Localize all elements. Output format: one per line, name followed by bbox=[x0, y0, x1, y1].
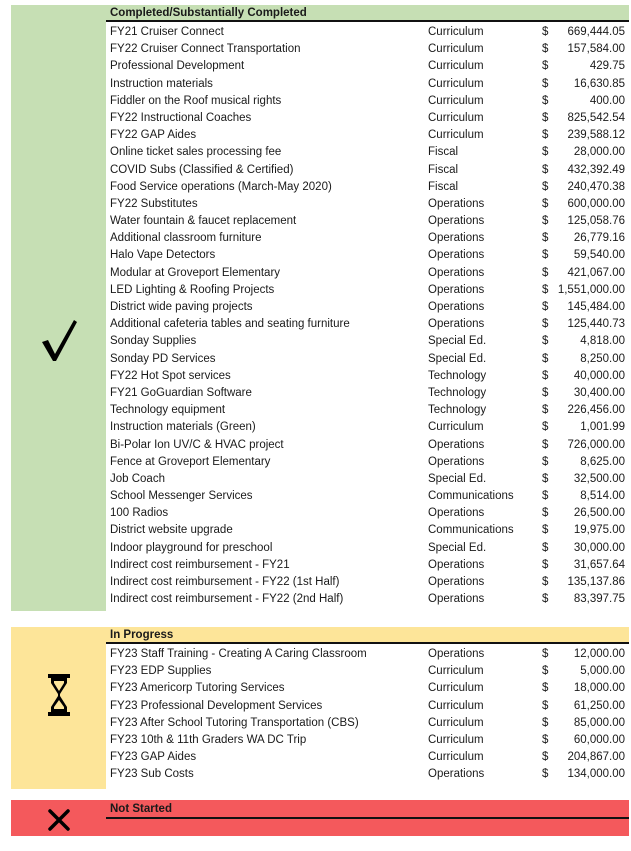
currency-symbol: $ bbox=[542, 507, 549, 520]
item-category: Special Ed. bbox=[428, 335, 487, 348]
item-name: Bi-Polar Ion UV/C & HVAC project bbox=[110, 438, 284, 451]
item-name: LED Lighting & Roofing Projects bbox=[110, 283, 275, 296]
currency-symbol: $ bbox=[542, 541, 549, 554]
table-row bbox=[106, 110, 629, 127]
currency-symbol: $ bbox=[542, 232, 549, 245]
item-category: Technology bbox=[428, 386, 487, 399]
currency-symbol: $ bbox=[542, 768, 549, 781]
table-row bbox=[106, 179, 629, 196]
item-amount: 239,588.12 bbox=[567, 129, 625, 142]
item-name: FY23 Sub Costs bbox=[110, 768, 194, 781]
table-row bbox=[106, 522, 629, 539]
hourglass-icon bbox=[11, 665, 106, 725]
currency-symbol: $ bbox=[542, 455, 549, 468]
item-category: Fiscal bbox=[428, 180, 459, 193]
item-name: Professional Development bbox=[110, 60, 245, 73]
item-name: Food Service operations (March-May 2020) bbox=[110, 180, 332, 193]
table-row bbox=[106, 663, 629, 680]
item-name: FY23 After School Tutoring Transportation (CBS) bbox=[110, 716, 359, 729]
completed-section bbox=[11, 5, 629, 611]
item-category: Communications bbox=[428, 524, 514, 537]
in-progress-header: In Progress bbox=[106, 627, 629, 644]
item-category: Operations bbox=[428, 249, 485, 262]
table-row bbox=[106, 488, 629, 505]
table-row bbox=[106, 24, 629, 41]
item-category: Operations bbox=[428, 283, 485, 296]
table-row bbox=[106, 127, 629, 144]
table-row bbox=[106, 93, 629, 110]
table-row bbox=[106, 282, 629, 299]
currency-symbol: $ bbox=[542, 111, 549, 124]
completed-status-column bbox=[11, 5, 106, 611]
item-amount: 1,001.99 bbox=[580, 421, 625, 434]
item-category: Fiscal bbox=[428, 146, 459, 159]
currency-symbol: $ bbox=[542, 369, 549, 382]
item-amount: 429.75 bbox=[589, 60, 625, 73]
item-amount: 8,250.00 bbox=[580, 352, 625, 365]
item-category: Operations bbox=[428, 455, 485, 468]
currency-symbol: $ bbox=[542, 576, 549, 588]
item-category: Curriculum bbox=[428, 733, 484, 746]
item-amount: 825,542.54 bbox=[567, 111, 625, 124]
item-category: Special Ed. bbox=[428, 352, 487, 365]
currency-symbol: $ bbox=[542, 558, 549, 571]
item-category: Operations bbox=[428, 197, 485, 210]
item-name: Instruction materials bbox=[110, 77, 213, 90]
table-row bbox=[106, 402, 629, 419]
table-row bbox=[106, 732, 629, 749]
table-row bbox=[106, 351, 629, 368]
item-name: FY22 Hot Spot services bbox=[110, 369, 231, 382]
table-row bbox=[106, 574, 629, 591]
item-category: Special Ed. bbox=[428, 472, 487, 485]
item-amount: 432,392.49 bbox=[567, 163, 625, 176]
not-started-header: Not Started bbox=[106, 800, 629, 819]
currency-symbol: $ bbox=[542, 733, 549, 746]
currency-symbol: $ bbox=[542, 386, 549, 399]
item-amount: 26,500.00 bbox=[573, 507, 625, 520]
table-row bbox=[106, 247, 629, 264]
currency-symbol: $ bbox=[542, 146, 549, 159]
item-category: Curriculum bbox=[428, 751, 484, 764]
item-amount: 600,000.00 bbox=[567, 197, 625, 210]
item-category: Operations bbox=[428, 318, 485, 331]
currency-symbol: $ bbox=[542, 490, 549, 503]
currency-symbol: $ bbox=[542, 404, 549, 417]
table-row bbox=[106, 437, 629, 454]
item-amount: 26,779.16 bbox=[573, 232, 625, 245]
in-progress-rows bbox=[106, 646, 629, 784]
currency-symbol: $ bbox=[542, 180, 549, 193]
item-name: Online ticket sales processing fee bbox=[110, 146, 282, 159]
currency-symbol: $ bbox=[542, 438, 549, 451]
currency-symbol: $ bbox=[542, 682, 549, 695]
item-amount: 421,067.00 bbox=[567, 266, 625, 279]
item-amount: 204,867.00 bbox=[567, 751, 625, 764]
item-amount: 18,000.00 bbox=[573, 682, 625, 695]
item-category: Operations bbox=[428, 507, 485, 520]
item-amount: 125,058.76 bbox=[567, 215, 625, 228]
item-amount: 19,975.00 bbox=[573, 524, 625, 537]
checkmark-icon bbox=[11, 305, 106, 375]
table-row bbox=[106, 591, 629, 608]
table-row bbox=[106, 646, 629, 663]
currency-symbol: $ bbox=[542, 593, 549, 606]
table-row bbox=[106, 557, 629, 574]
item-category: Fiscal bbox=[428, 163, 459, 176]
item-amount: 669,444.05 bbox=[567, 26, 625, 38]
item-category: Operations bbox=[428, 232, 485, 245]
table-row bbox=[106, 41, 629, 58]
item-category: Curriculum bbox=[428, 43, 484, 56]
currency-symbol: $ bbox=[542, 665, 549, 678]
table-row bbox=[106, 385, 629, 402]
item-name: Fence at Groveport Elementary bbox=[110, 455, 271, 468]
item-category: Technology bbox=[428, 404, 487, 417]
currency-symbol: $ bbox=[542, 26, 549, 38]
item-amount: 31,657.64 bbox=[573, 558, 625, 571]
item-name: Halo Vape Detectors bbox=[110, 249, 216, 262]
not-started-body bbox=[106, 819, 629, 836]
currency-symbol: $ bbox=[542, 94, 549, 107]
item-name: Indirect cost reimbursement - FY22 (2nd Half) bbox=[110, 593, 344, 606]
table-row bbox=[106, 680, 629, 697]
item-name: Instruction materials (Green) bbox=[110, 421, 256, 434]
currency-symbol: $ bbox=[542, 129, 549, 142]
in-progress-status-column bbox=[11, 627, 106, 789]
currency-symbol: $ bbox=[542, 301, 549, 313]
item-name: Modular at Groveport Elementary bbox=[110, 266, 281, 279]
currency-symbol: $ bbox=[542, 648, 549, 660]
item-amount: 30,400.00 bbox=[573, 386, 625, 399]
table-row bbox=[106, 162, 629, 179]
table-row bbox=[106, 265, 629, 282]
item-name: FY21 GoGuardian Software bbox=[110, 386, 252, 399]
table-row bbox=[106, 471, 629, 488]
table-row bbox=[106, 505, 629, 522]
currency-symbol: $ bbox=[542, 60, 549, 73]
item-name: Sonday PD Services bbox=[110, 352, 216, 365]
currency-symbol: $ bbox=[542, 524, 549, 537]
currency-symbol: $ bbox=[542, 43, 549, 56]
currency-symbol: $ bbox=[542, 249, 549, 262]
item-amount: 400.00 bbox=[589, 94, 625, 107]
table-row bbox=[106, 316, 629, 333]
currency-symbol: $ bbox=[542, 352, 549, 365]
item-amount: 60,000.00 bbox=[573, 733, 625, 746]
item-category: Operations bbox=[428, 558, 485, 571]
item-category: Curriculum bbox=[428, 77, 484, 90]
currency-symbol: $ bbox=[542, 215, 549, 228]
item-amount: 240,470.38 bbox=[567, 180, 625, 193]
item-category: Curriculum bbox=[428, 716, 484, 729]
item-name: FY22 Substitutes bbox=[110, 197, 198, 210]
currency-symbol: $ bbox=[542, 699, 549, 712]
x-mark-icon bbox=[11, 804, 106, 836]
item-amount: 16,630.85 bbox=[573, 77, 625, 90]
item-name: FY23 EDP Supplies bbox=[110, 665, 212, 678]
item-amount: 5,000.00 bbox=[580, 665, 625, 678]
currency-symbol: $ bbox=[542, 266, 549, 279]
item-amount: 1,551,000.00 bbox=[557, 283, 625, 296]
currency-symbol: $ bbox=[542, 751, 549, 764]
table-row bbox=[106, 368, 629, 385]
currency-symbol: $ bbox=[542, 77, 549, 90]
not-started-status-column bbox=[11, 800, 106, 836]
item-name: District website upgrade bbox=[110, 524, 233, 537]
item-name: Additional classroom furniture bbox=[110, 232, 262, 245]
item-amount: 8,514.00 bbox=[580, 490, 625, 503]
table-row bbox=[106, 333, 629, 350]
item-category: Curriculum bbox=[428, 129, 484, 142]
item-category: Curriculum bbox=[428, 682, 484, 695]
table-row bbox=[106, 58, 629, 75]
item-name: FY22 Cruiser Connect Transportation bbox=[110, 43, 301, 56]
item-category: Operations bbox=[428, 593, 485, 606]
table-row bbox=[106, 715, 629, 732]
currency-symbol: $ bbox=[542, 472, 549, 485]
item-category: Operations bbox=[428, 768, 485, 781]
table-row bbox=[106, 540, 629, 557]
item-amount: 40,000.00 bbox=[573, 369, 625, 382]
item-amount: 4,818.00 bbox=[580, 335, 625, 348]
item-name: Indirect cost reimbursement - FY22 (1st Half) bbox=[110, 576, 340, 588]
completed-rows bbox=[106, 24, 629, 608]
item-name: Fiddler on the Roof musical rights bbox=[110, 94, 282, 107]
item-name: FY23 GAP Aides bbox=[110, 751, 197, 764]
item-name: Indoor playground for preschool bbox=[110, 541, 273, 554]
item-name: COVID Subs (Classified & Certified) bbox=[110, 163, 294, 176]
item-amount: 125,440.73 bbox=[567, 318, 625, 331]
table-row bbox=[106, 213, 629, 230]
item-name: School Messenger Services bbox=[110, 490, 253, 503]
item-amount: 83,397.75 bbox=[573, 593, 625, 606]
item-name: Technology equipment bbox=[110, 404, 226, 417]
item-name: FY22 GAP Aides bbox=[110, 129, 197, 142]
item-amount: 145,484.00 bbox=[567, 301, 625, 313]
item-amount: 157,584.00 bbox=[567, 43, 625, 56]
item-amount: 226,456.00 bbox=[567, 404, 625, 417]
item-amount: 85,000.00 bbox=[573, 716, 625, 729]
item-category: Operations bbox=[428, 215, 485, 228]
item-name: FY23 Americorp Tutoring Services bbox=[110, 682, 285, 695]
item-name: FY21 Cruiser Connect bbox=[110, 26, 224, 38]
item-category: Operations bbox=[428, 576, 485, 588]
currency-symbol: $ bbox=[542, 163, 549, 176]
item-category: Technology bbox=[428, 369, 487, 382]
item-name: District wide paving projects bbox=[110, 301, 253, 313]
item-name: Indirect cost reimbursement - FY21 bbox=[110, 558, 290, 571]
table-row bbox=[106, 76, 629, 93]
item-category: Curriculum bbox=[428, 665, 484, 678]
item-amount: 28,000.00 bbox=[573, 146, 625, 159]
table-row bbox=[106, 749, 629, 766]
table-row bbox=[106, 419, 629, 436]
item-name: Job Coach bbox=[110, 472, 165, 485]
item-name: Sonday Supplies bbox=[110, 335, 197, 348]
item-category: Operations bbox=[428, 266, 485, 279]
currency-symbol: $ bbox=[542, 716, 549, 729]
item-category: Curriculum bbox=[428, 699, 484, 712]
item-category: Curriculum bbox=[428, 26, 484, 38]
item-amount: 32,500.00 bbox=[573, 472, 625, 485]
table-row bbox=[106, 144, 629, 161]
item-amount: 726,000.00 bbox=[567, 438, 625, 451]
table-row bbox=[106, 230, 629, 247]
item-amount: 59,540.00 bbox=[573, 249, 625, 262]
currency-symbol: $ bbox=[542, 318, 549, 331]
table-row bbox=[106, 698, 629, 715]
table-row bbox=[106, 196, 629, 213]
item-category: Special Ed. bbox=[428, 541, 487, 554]
item-category: Curriculum bbox=[428, 111, 484, 124]
table-row bbox=[106, 299, 629, 316]
item-name: Water fountain & faucet replacement bbox=[110, 215, 297, 228]
item-amount: 8,625.00 bbox=[580, 455, 625, 468]
item-amount: 30,000.00 bbox=[573, 541, 625, 554]
currency-symbol: $ bbox=[542, 421, 549, 434]
currency-symbol: $ bbox=[542, 283, 549, 296]
item-category: Curriculum bbox=[428, 94, 484, 107]
not-started-section bbox=[11, 800, 629, 836]
item-name: FY22 Instructional Coaches bbox=[110, 111, 252, 124]
item-name: FY23 Staff Training - Creating A Caring Classroom bbox=[110, 648, 367, 660]
completed-header: Completed/Substantially Completed bbox=[106, 5, 629, 22]
item-name: FY23 10th & 11th Graders WA DC Trip bbox=[110, 733, 307, 746]
currency-symbol: $ bbox=[542, 335, 549, 348]
item-name: Additional cafeteria tables and seating furniture bbox=[110, 318, 350, 331]
table-row bbox=[106, 454, 629, 471]
item-amount: 134,000.00 bbox=[567, 768, 625, 781]
item-category: Curriculum bbox=[428, 421, 484, 434]
item-category: Operations bbox=[428, 301, 485, 313]
in-progress-section bbox=[11, 627, 629, 789]
currency-symbol: $ bbox=[542, 197, 549, 210]
item-name: 100 Radios bbox=[110, 507, 169, 520]
table-row bbox=[106, 766, 629, 783]
item-name: FY23 Professional Development Services bbox=[110, 699, 323, 712]
item-category: Communications bbox=[428, 490, 514, 503]
item-category: Operations bbox=[428, 438, 485, 451]
item-amount: 12,000.00 bbox=[573, 648, 625, 660]
item-category: Operations bbox=[428, 648, 485, 660]
item-amount: 61,250.00 bbox=[573, 699, 625, 712]
item-category: Curriculum bbox=[428, 60, 484, 73]
item-amount: 135,137.86 bbox=[567, 576, 625, 588]
